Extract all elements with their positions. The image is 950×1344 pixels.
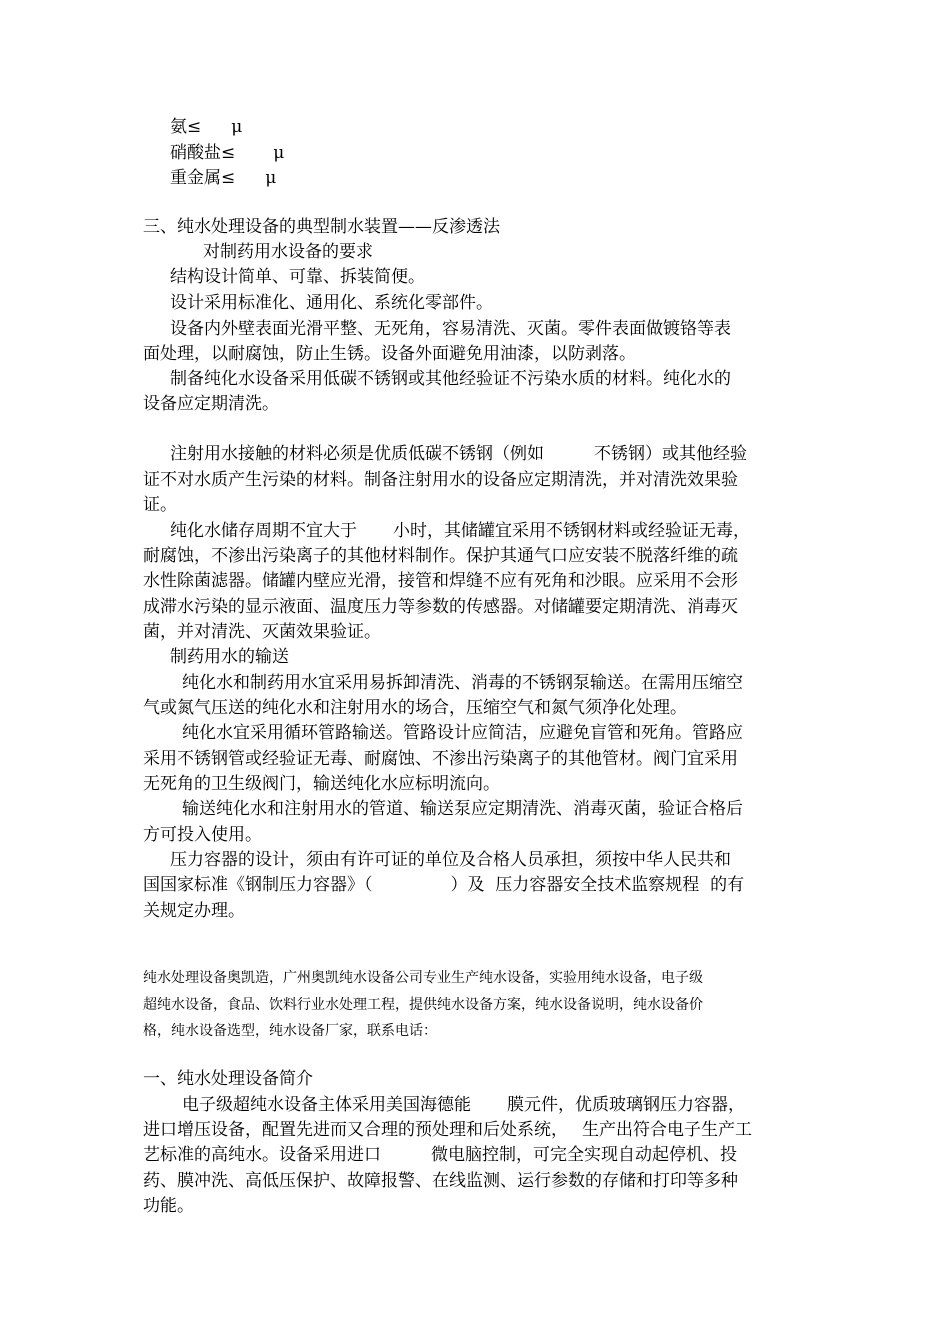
paragraph-line: 结构设计简单、可靠、拆装简便。: [170, 267, 425, 287]
paragraph-line: 输送纯化水和注射用水的管道、输送泵应定期清洗、消毒灭菌，验证合格后: [182, 799, 743, 819]
text-run: 不锈钢）或其他经验: [594, 444, 747, 464]
paragraph-line: 证。: [143, 495, 177, 515]
paragraph-line: [143, 1142, 737, 1168]
paragraph-line: 功能。: [143, 1196, 194, 1216]
paragraph-line: 设备内外壁表面光滑平整、无死角，容易清洗、灭菌。零件表面做镀铬等表: [170, 319, 731, 339]
paragraph-line: 水性除菌滤器。储罐内壁应光滑，接管和焊缝不应有死角和沙眼。应采用不会形: [143, 571, 738, 591]
limit-unit: μ: [231, 117, 243, 137]
limit-name: 氨≤: [170, 117, 202, 137]
limit-nitrate: [170, 140, 284, 166]
text-run: 纯化水储存周期不宜大于: [170, 521, 357, 541]
limit-unit: μ: [265, 168, 277, 188]
text-run: 微电脑控制，可完全实现自动起停机、投: [431, 1145, 737, 1165]
section3-heading: 三、纯水处理设备的典型制水装置——反渗透法: [143, 217, 500, 237]
text-run: 进口增压设备，配置先进而又合理的预处理和后处系统，: [143, 1120, 568, 1140]
section3-subheading: 对制药用水设备的要求: [203, 242, 373, 262]
paragraph-line: 压力容器的设计，须由有许可证的单位及合格人员承担，须按中华人民共和: [170, 850, 731, 870]
paragraph-line: [170, 518, 750, 544]
paragraph-line: 菌，并对清洗、灭菌效果验证。: [143, 622, 381, 642]
text-run: ）及 压力容器安全技术监察规程 的有: [450, 875, 745, 895]
text-run: 生产出符合电子生产工: [582, 1120, 752, 1140]
paragraph-line: [170, 441, 747, 467]
transport-heading: 制药用水的输送: [170, 647, 289, 667]
ad-line: 格，纯水设备选型，纯水设备厂家，联系电话：: [143, 1023, 437, 1039]
paragraph-line: 关规定办理。: [143, 901, 245, 921]
paragraph-line: [143, 1117, 752, 1143]
paragraph-line: [182, 1092, 745, 1118]
limit-name: 硝酸盐≤: [170, 143, 236, 163]
paragraph-line: 设备应定期清洗。: [143, 394, 279, 414]
section1-heading: 一、纯水处理设备简介: [143, 1069, 313, 1089]
paragraph-line: 采用不锈钢管或经验证无毒、耐腐蚀、不渗出污染离子的其他管材。阀门宜采用: [143, 749, 738, 769]
paragraph-line: 方可投入使用。: [143, 825, 262, 845]
paragraph-line: 纯化水宜采用循环管路输送。管路设计应简洁，应避免盲管和死角。管路应: [182, 723, 743, 743]
paragraph-line: 成滞水污染的显示液面、温度压力等参数的传感器。对储罐要定期清洗、消毒灭: [143, 597, 738, 617]
paragraph-line: 设计采用标准化、通用化、系统化零部件。: [170, 293, 493, 313]
limit-heavy-metal: [170, 165, 276, 191]
paragraph-line: 面处理，以耐腐蚀，防止生锈。设备外面避免用油漆，以防剥落。: [143, 344, 636, 364]
paragraph-line: 无死角的卫生级阀门，输送纯化水应标明流向。: [143, 774, 500, 794]
paragraph-line: 药、膜冲洗、高低压保护、故障报警、在线监测、运行参数的存储和打印等多种: [143, 1171, 738, 1191]
paragraph-line: 证不对水质产生污染的材料。制备注射用水的设备应定期清洗，并对清洗效果验: [143, 470, 738, 490]
ad-line: 超纯水设备，食品、饮料行业水处理工程，提供纯水设备方案，纯水设备说明，纯水设备价: [143, 997, 703, 1013]
paragraph-line: 气或氮气压送的纯化水和注射用水的场合，压缩空气和氮气须净化处理。: [143, 698, 687, 718]
paragraph-line: 耐腐蚀，不渗出污染离子的其他材料制作。保护其通气口应安装不脱落纤维的疏: [143, 546, 738, 566]
text-run: 注射用水接触的材料必须是优质低碳不锈钢（例如: [170, 444, 544, 464]
limit-unit: μ: [273, 143, 285, 163]
limit-name: 重金属≤: [170, 168, 236, 188]
paragraph-line: 纯化水和制药用水宜采用易拆卸清洗、消毒的不锈钢泵输送。在需用压缩空: [182, 673, 743, 693]
text-run: 小时，其储罐宜采用不锈钢材料或经验证无毒，: [393, 521, 750, 541]
text-run: 膜元件，优质玻璃钢压力容器，: [507, 1095, 745, 1115]
paragraph-line: [143, 872, 744, 898]
ad-line: 纯水处理设备奥凯造，广州奥凯纯水设备公司专业生产纯水设备，实验用纯水设备，电子级: [143, 970, 703, 986]
paragraph-line: 制备纯化水设备采用低碳不锈钢或其他经验证不污染水质的材料。纯化水的: [170, 369, 731, 389]
limit-ammonia: [170, 114, 242, 140]
text-run: 国国家标准《钢制压力容器》（: [143, 875, 373, 895]
text-run: 艺标准的高纯水。设备采用进口: [143, 1145, 381, 1165]
text-run: 电子级超纯水设备主体采用美国海德能: [182, 1095, 471, 1115]
